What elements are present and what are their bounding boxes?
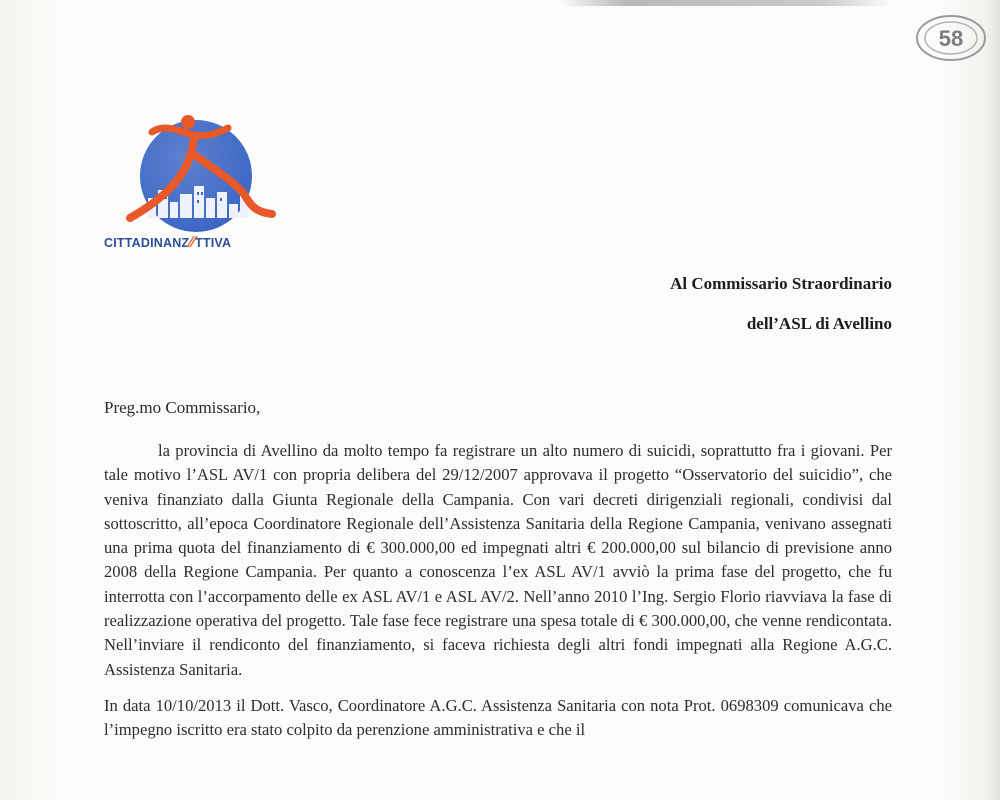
- addressee-line-2: dell’ASL di Avellino: [746, 314, 892, 333]
- logo-figure-head: [181, 115, 195, 129]
- addressee-line-1: Al Commissario Straordinario: [670, 274, 892, 293]
- addressee-block: [670, 272, 892, 352]
- logo-wordmark: CITTADINANZ∕∕TTIVA: [104, 234, 232, 251]
- salutation: Preg.mo Commissario,: [104, 398, 261, 417]
- letter-body: [104, 439, 892, 743]
- channel-58-logo: [914, 12, 988, 64]
- paragraph-1: la provincia di Avellino da molto tempo fa registrare un alto numero di suicidi, soprattutto fra i giovani. Per tale motivo l’ASL AV/1 con propria delibera del 29/12/2007 approvava il progetto “Osservatorio del suicidio”, che veniva finanziato dalla Giunta Regionale della Campania. Con vari decreti dirigenziali regionali, condivisi dal sottoscritto, all’epoca Coordinatore Regionale dell’Assistenza Sanitaria della Regione Campania, venivano assegnati una prima quota del finanziamento di € 300.000,00 ed impegnati altri € 200.000,00 sul bilancio di previsione anno 2008 della Regione Campania. Per quanto a conoscenza l’ex ASL AV/1 avviò la prima fase del progetto, che fu interrotta con l’accorpamento delle ex ASL AV/1 e ASL AV/2. Nell’anno 2010 l’Ing. Sergio Florio riavviava la fase di realizzazione operativa del progetto. Tale fase fece registrare una spesa totale di € 300.000,00, che venne rendicontata. Nell’inviare il rendiconto del finanziamento, si faceva richiesta degli altri fondi impegnati alla Regione A.G.C. Assistenza Sanitaria.: [104, 441, 892, 679]
- channel-number: 58: [938, 26, 964, 51]
- scan-edge-mark: [560, 0, 890, 6]
- paragraph-2: In data 10/10/2013 il Dott. Vasco, Coordinatore A.G.C. Assistenza Sanitaria con nota Prot. 0698309 comunicava che l’impegno iscritto era stato colpito da perenzione amministrativa e che il: [104, 695, 892, 740]
- scan-edge-shadow: [986, 0, 1000, 800]
